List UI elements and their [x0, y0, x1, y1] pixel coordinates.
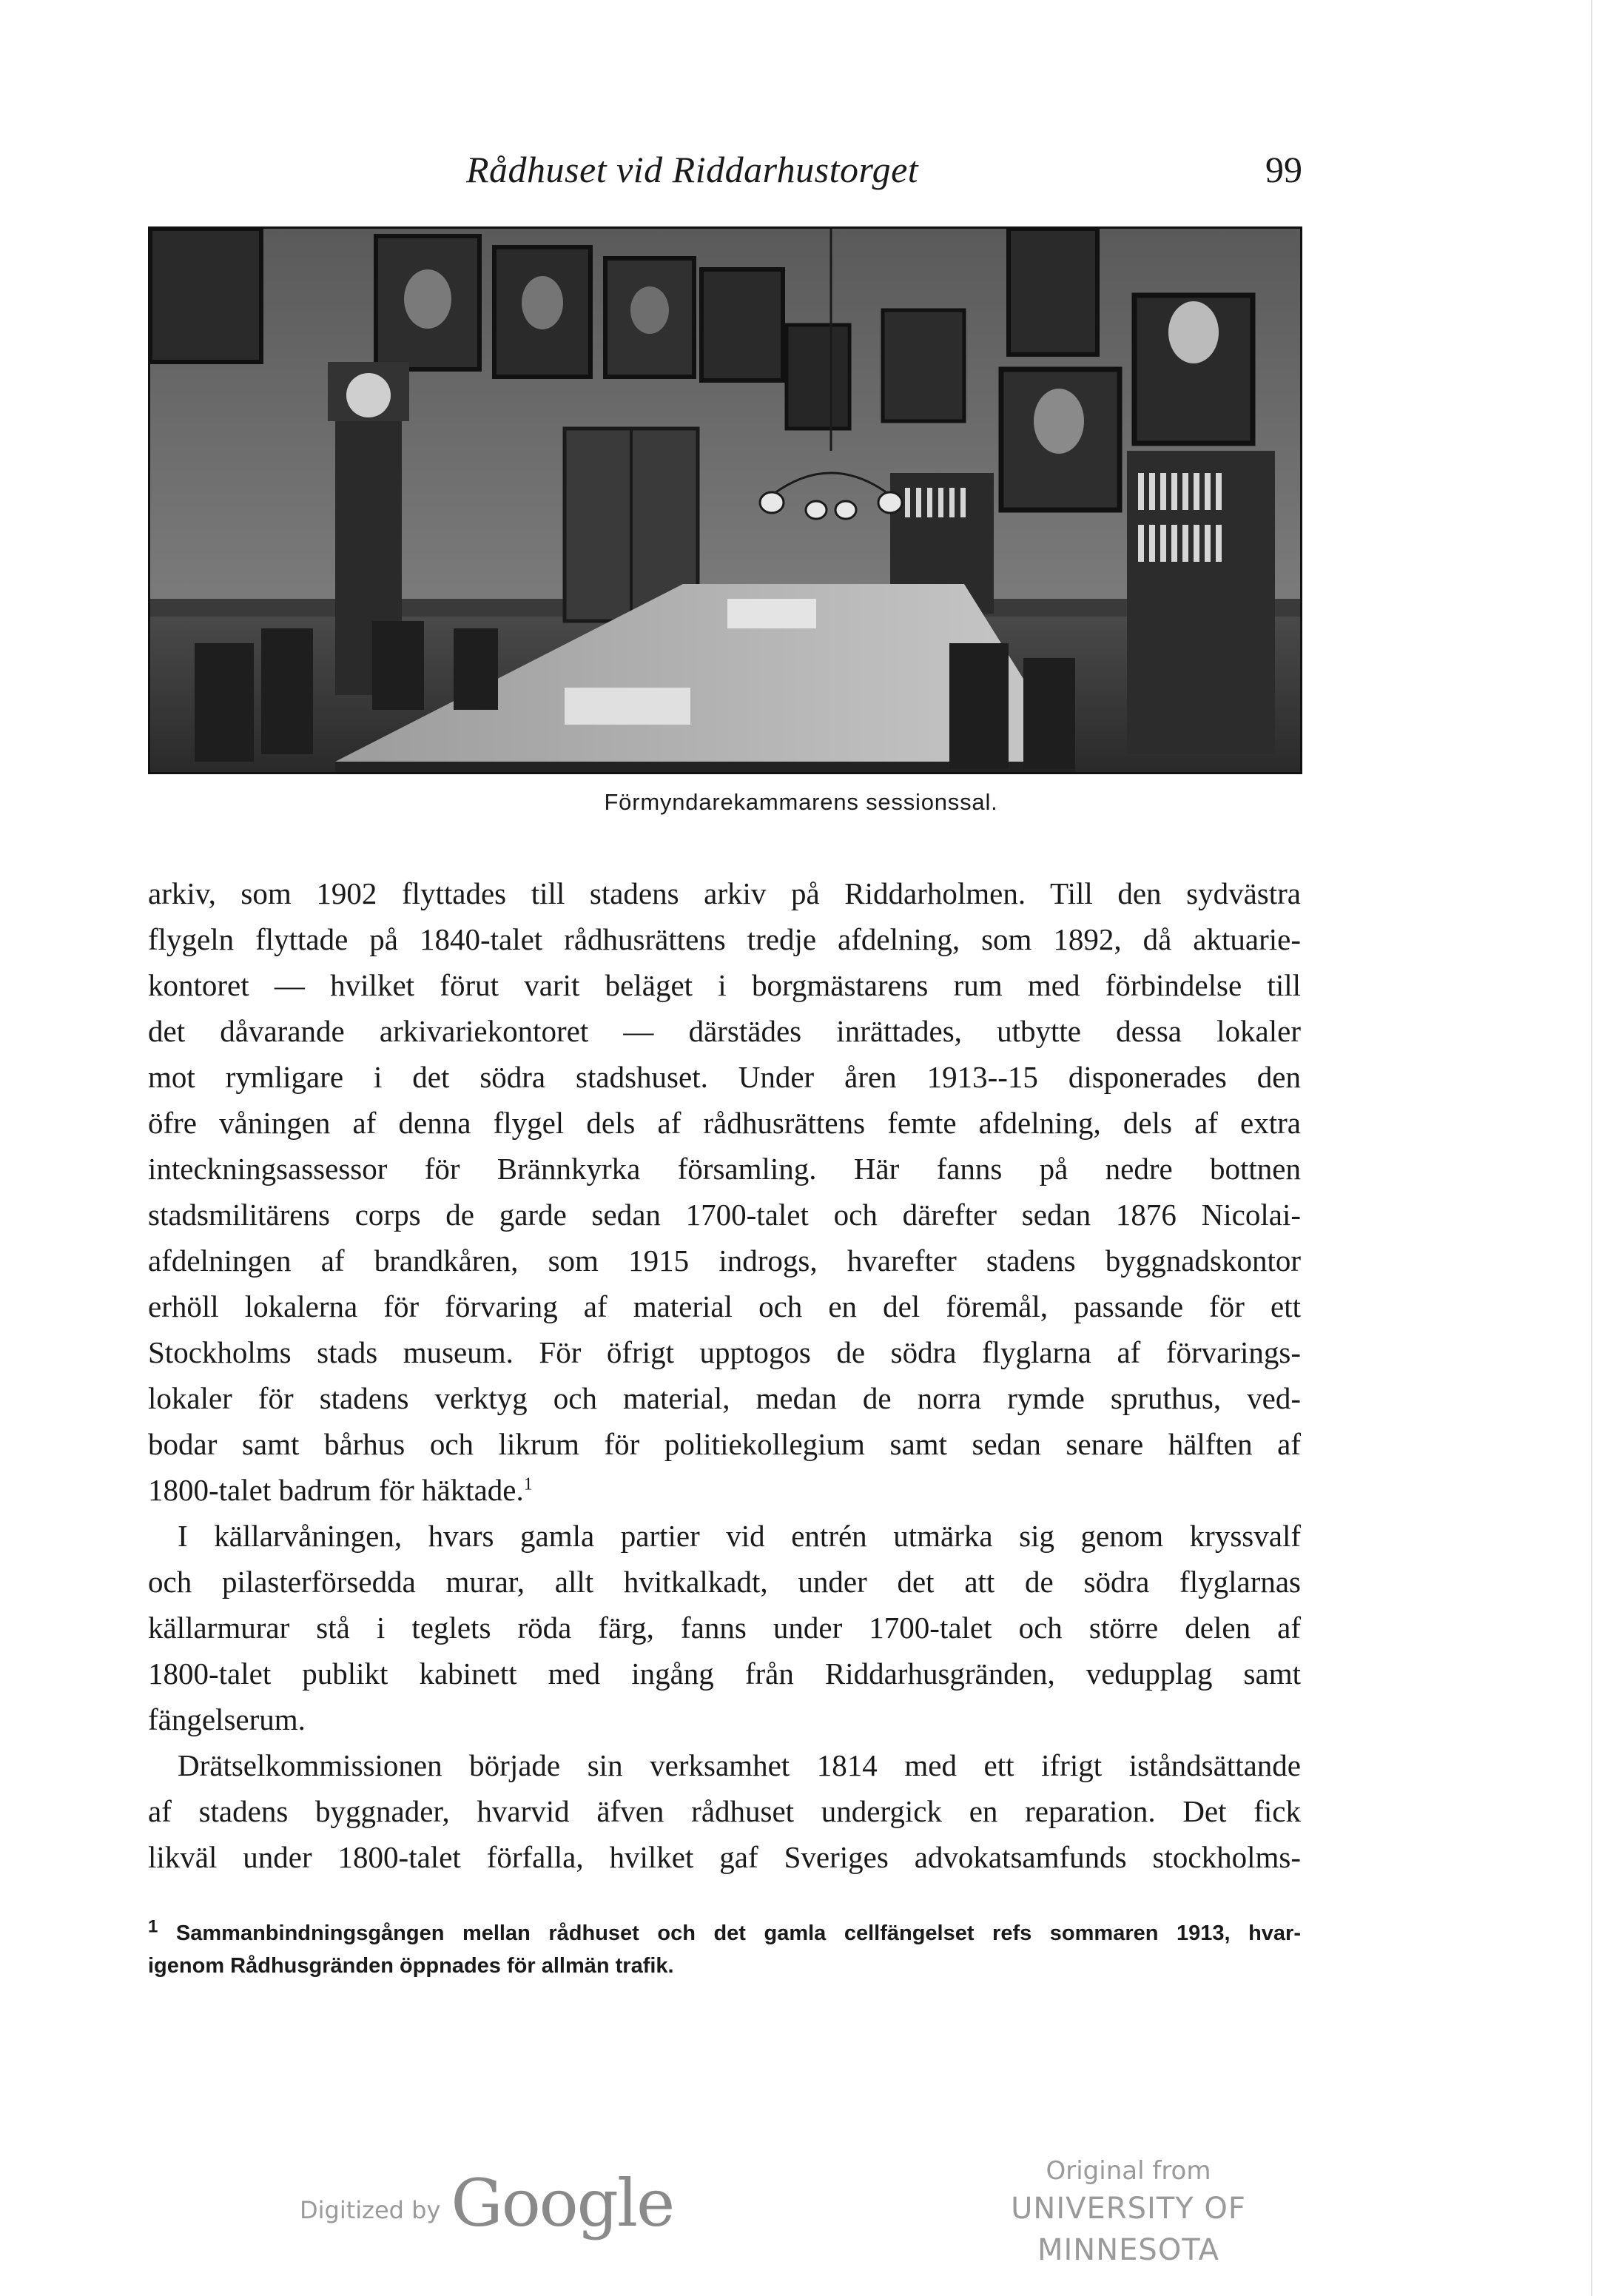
footnote-line	[148, 1917, 1301, 1950]
page-edge-rule	[1591, 0, 1592, 2296]
body-line: Drätselkommissionen började sin verksamhet 1814 med ett ifrigt iståndsättande	[178, 1748, 1301, 1782]
body-line: öfre våningen af denna flygel dels af rådhusrättens femte afdelning, dels af extra	[148, 1106, 1301, 1140]
body-line: erhöll lokalerna för förvaring af material och en del föremål, passande för ett	[148, 1289, 1301, 1323]
original-from-text: Original from	[1046, 2156, 1211, 2186]
room-photograph-drawing	[150, 229, 1300, 772]
room-photograph	[148, 226, 1302, 774]
body-line: arkiv, som 1902 flyttades till stadens arkiv på Riddarholmen. Till den sydvästra	[148, 876, 1301, 910]
body-line: flygeln flyttade på 1840-talet rådhusrättens tredje afdelning, som 1892, då aktuarie-	[148, 922, 1301, 956]
figure-caption: Förmyndarekammarens sessionssal.	[604, 789, 998, 815]
digitized-watermark	[300, 2165, 673, 2241]
digitized-by-text: Digitized by	[300, 2196, 441, 2224]
body-line: 1800-talet publikt kabinett med ingång från Riddarhusgränden, vedupplag samt	[148, 1656, 1301, 1691]
body-line: och pilasterförsedda murar, allt hvitkalkadt, under det att de södra flyglarnas	[148, 1565, 1301, 1599]
body-line: lokaler för stadens verktyg och material, medan de norra rymde spruthus, ved-	[148, 1381, 1301, 1415]
footnote	[148, 1917, 1301, 1982]
running-title: Rådhuset vid Riddarhustorget	[466, 149, 919, 190]
origin-watermark	[921, 2154, 1336, 2271]
body-line-with-note	[148, 1467, 1301, 1513]
body-line: inteckningsassessor för Brännkyrka församling. Här fanns på nedre bottnen	[148, 1152, 1301, 1186]
footnote-line: igenom Rådhusgränden öppnades för allmän trafik.	[148, 1954, 674, 1978]
running-head	[148, 148, 1302, 200]
body-text	[148, 870, 1301, 1880]
institution-text: UNIVERSITY OF MINNESOTA	[1011, 2192, 1246, 2267]
footnote-reference: 1	[523, 1474, 533, 1494]
body-line: det dåvarande arkivariekontoret — därstädes inrättades, utbytte dessa lokaler	[148, 1014, 1301, 1048]
footnote-marker: 1	[148, 1917, 158, 1937]
google-logo: Google	[451, 2165, 674, 2241]
body-line: bodar samt bårhus och likrum för politiekollegium samt sedan senare hälften af	[148, 1427, 1301, 1461]
body-line: stadsmilitärens corps de garde sedan 1700-talet och därefter sedan 1876 Nicolai-	[148, 1198, 1301, 1232]
body-line: kontoret — hvilket förut varit beläget i borgmästarens rum med förbindelse till	[148, 968, 1301, 1002]
footnote-text: Sammanbindningsgången mellan rådhuset och det gamla cellfängelset refs sommaren 1913, hvar-	[175, 1921, 1301, 1945]
body-line: mot rymligare i det södra stadshuset. Under åren 1913--15 disponerades den	[148, 1060, 1301, 1094]
page-number: 99	[1265, 149, 1302, 190]
body-line: I källarvåningen, hvars gamla partier vid entrén utmärka sig genom kryssvalf	[178, 1519, 1301, 1553]
body-line: afdelningen af brandkåren, som 1915 indrogs, hvarefter stadens byggnadskontor	[148, 1243, 1301, 1278]
body-line-text: 1800-talet badrum för häktade.	[148, 1473, 524, 1507]
body-line: fängelserum.	[148, 1702, 306, 1736]
body-line: Stockholms stads museum. För öfrigt upptogos de södra flyglarna af förvarings-	[148, 1335, 1301, 1369]
body-line: likväl under 1800-talet förfalla, hvilket gaf Sveriges advokatsamfunds stockholms-	[148, 1840, 1301, 1874]
body-line: af stadens byggnader, hvarvid äfven rådhuset undergick en reparation. Det fick	[148, 1794, 1301, 1828]
body-line: källarmurar stå i teglets röda färg, fanns under 1700-talet och större delen af	[148, 1611, 1301, 1645]
